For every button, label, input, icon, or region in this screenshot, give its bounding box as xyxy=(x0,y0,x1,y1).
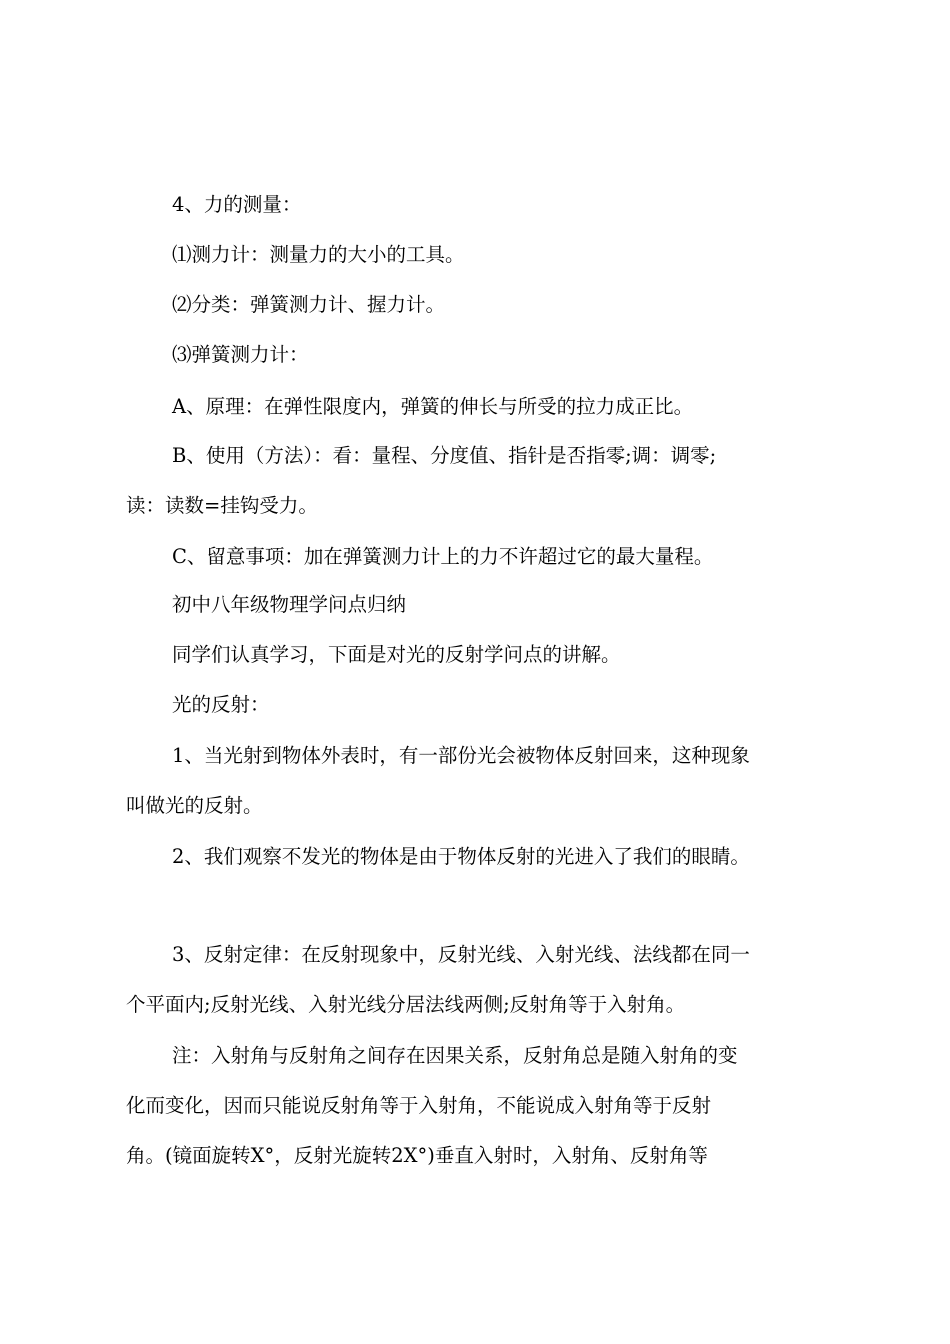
text-line: ⑵分类：弹簧测力计、握力计。 xyxy=(172,293,446,316)
text-line: A、原理：在弹性限度内，弹簧的伸长与所受的拉力成正比。 xyxy=(172,395,694,418)
text-line: ⑶弹簧测力计： xyxy=(172,343,309,366)
text-line: 同学们认真学习，下面是对光的反射学问点的讲解。 xyxy=(172,643,621,666)
text-line: 个平面内;反射光线、入射光线分居法线两侧;反射角等于入射角。 xyxy=(126,993,686,1016)
text-line: 光的反射： xyxy=(172,693,270,716)
text-line: 角。(镜面旋转X°，反射光旋转2X°)垂直入射时，入射角、反射角等 xyxy=(126,1144,708,1167)
text-line: 注：入射角与反射角之间存在因果关系，反射角总是随入射角的变 xyxy=(172,1044,738,1067)
text-line: B、使用（方法）：看：量程、分度值、指针是否指零;调：调零; xyxy=(172,444,717,467)
text-line: C、留意事项：加在弹簧测力计上的力不许超过它的最大量程。 xyxy=(172,545,714,568)
text-line: 1、当光射到物体外表时，有一部份光会被物体反射回来，这种现象 xyxy=(172,744,750,767)
text-line: 3、反射定律：在反射现象中，反射光线、入射光线、法线都在同一 xyxy=(172,943,750,966)
text-line: 叫做光的反射。 xyxy=(126,794,263,817)
text-line: 化而变化，因而只能说反射角等于入射角，不能说成入射角等于反射 xyxy=(126,1094,712,1117)
section-heading: 初中八年级物理学问点归纳 xyxy=(172,593,407,616)
text-line: 读：读数=挂钩受力。 xyxy=(126,494,318,517)
text-line: 2、我们观察不发光的物体是由于物体反射的光进入了我们的眼睛。 xyxy=(172,845,750,868)
text-line: 4、力的测量： xyxy=(172,193,302,216)
text-line: ⑴测力计：测量力的大小的工具。 xyxy=(172,243,465,266)
